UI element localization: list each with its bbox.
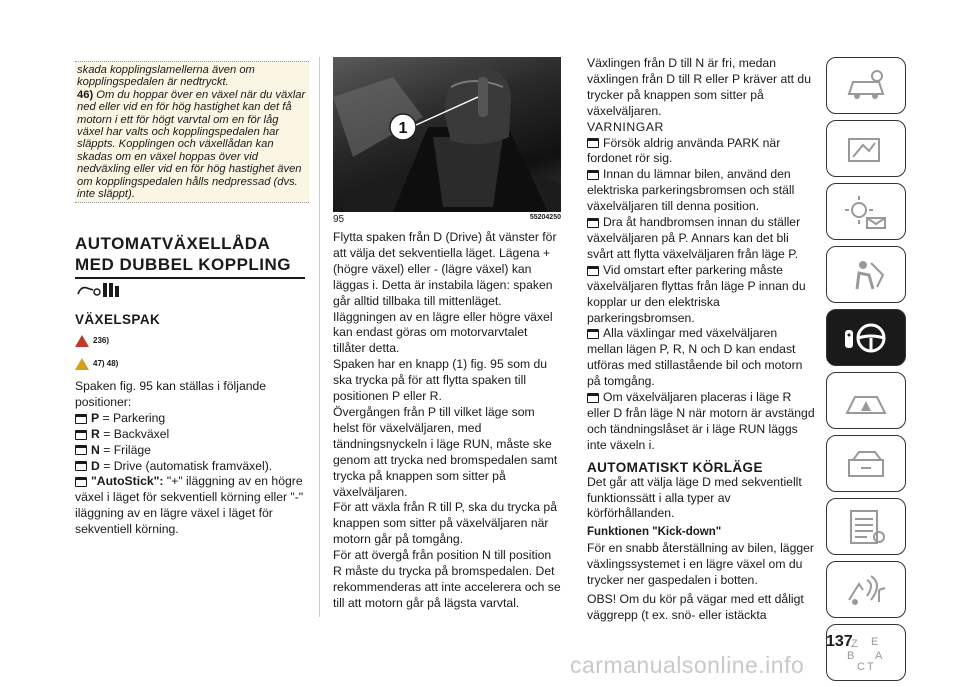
intro-text: Spaken fig. 95 kan ställas i följande positioner:	[75, 379, 267, 409]
warning-text: Om växelväljaren placeras i läge R eller D från läge N när motorn är avstängd och tändningslåset är i läge RUN läggs inte växeln i.	[587, 390, 815, 452]
note-ref: 46)	[77, 88, 94, 101]
position-key: "AutoStick":	[91, 474, 164, 489]
tab-airbag[interactable]	[826, 246, 906, 303]
position-item	[75, 427, 307, 443]
safety-icon	[841, 192, 891, 232]
obs-text: OBS! Om du kör på vägar med ett dåligt väggrepp (t ex. snö- eller istäckta	[587, 592, 804, 622]
position-text: = Friläge	[99, 442, 151, 457]
bullet-icon	[75, 414, 87, 424]
warning-text: Alla växlingar med växelväljaren mellan lägen P, R, N och D kan endast utföras med stillastående bil och motorn på tomgång.	[587, 326, 803, 389]
bullet-icon	[587, 170, 599, 180]
bullet-icon	[75, 477, 87, 487]
warning-text: Innan du lämnar bilen, använd den elektriska parkeringsbromsen och ställ växelväljaren till denna position.	[587, 167, 795, 214]
bullet-icon	[587, 138, 599, 148]
figure-number: 95	[333, 214, 345, 225]
gear-lever-illustration	[333, 57, 561, 212]
gear-lever-photo	[333, 57, 561, 212]
col2-paragraph: För att växla från R till P, ska du trycka på knappen som sitter på växelväljaren när motorn går på tomgång.	[333, 500, 557, 547]
warning-item	[587, 326, 815, 390]
bullet-icon	[587, 218, 599, 228]
position-item	[75, 411, 307, 427]
warning-ref-row-2	[75, 355, 307, 373]
callout-label: 1	[398, 120, 408, 137]
column-1	[75, 280, 307, 538]
position-key: R	[91, 426, 100, 441]
car-dashboard-icon	[841, 66, 891, 106]
note-line1: skada kopplingslamellerna även om kopplingspedalen är nedtryckt.	[77, 64, 255, 89]
tab-multimedia[interactable]	[826, 561, 906, 618]
svg-text:A: A	[875, 649, 883, 662]
main-heading: AUTOMATVÄXELLÅDA MED DUBBEL KOPPLING	[75, 233, 305, 279]
tab-dashboard[interactable]	[826, 57, 906, 114]
col2-paragraph: Övergången från P till vilket läge som helst för växelväljaren, med tändningsnyckeln i läge RUN, måste ske genom att trycka ned bromspedalen samt trycka på knappen som sitter på växelväljaren.	[333, 404, 558, 499]
bullet-icon	[75, 430, 87, 440]
caution-triangle-icon	[75, 358, 89, 370]
warning-item	[587, 390, 815, 454]
watermark: carmanualsonline.info	[570, 652, 805, 678]
page-number: 137	[826, 633, 853, 650]
tab-warning-lights[interactable]	[826, 120, 906, 177]
tab-emergency[interactable]	[826, 372, 906, 429]
col2-paragraph: För att övergå från position N till position R måste du trycka på bromspedalen. Det rekommenderas att inte accelerera och se till att motorn går på lägsta varvtal.	[333, 548, 561, 610]
svg-text:T: T	[867, 660, 874, 673]
gearbox-symbol-icon	[75, 280, 121, 300]
warning-item	[587, 167, 815, 215]
position-text: = Parkering	[99, 410, 166, 425]
warning-item	[587, 263, 815, 327]
maintenance-icon	[841, 444, 891, 484]
bullet-icon	[587, 329, 599, 339]
bullet-icon	[587, 393, 599, 403]
tab-safety[interactable]	[826, 183, 906, 240]
column-3	[587, 56, 815, 624]
warning-text: Försök aldrig använda PARK när fordonet rör sig.	[587, 135, 781, 166]
kickdown-text: För en snabb återställning av bilen, lägger växlingssystemet i en lägre växel om du trycker ner gaspedalen i botten.	[587, 541, 814, 588]
figure-caption	[333, 214, 561, 225]
col2-paragraph: Flytta spaken från D (Drive) åt vänster för att välja det sekventiella läget. Lägena + (högre växel) eller - (lägre växel) kan läggas i. Detta är instabila lägen: spaken går alltid tillbaka till mittenläget.	[333, 230, 557, 308]
auto-text: Det går att välja läge D med sekventiellt funktionssätt i alla typer av körförhållanden.	[587, 474, 802, 521]
col2-paragraph: Iläggningen av en lägre eller högre växel kan endast göras om motorvarvtalet tillåter detta.	[333, 309, 553, 356]
note-box	[75, 61, 309, 203]
chapter-tabs	[826, 57, 906, 687]
position-key: N	[91, 442, 100, 457]
steering-wheel-key-icon	[841, 318, 891, 358]
note-text: Om du hoppar över en växel när du växlar ned eller vid en för hög hastighet kan det få motorn i ett för högt varvtal om en för låg växel har valts och kopplingspedalen har släppts. Kopplingen och växellådan kan skadas om en växel hoppas över vid nedväxling eller vid en för hög hastighet även om kopplingspedalen hålls nedpressad (dvs. inte släppt).	[77, 88, 306, 201]
col2-paragraph: Spaken har en knapp (1) fig. 95 som du ska trycka på för att flytta spaken till positionen P eller R.	[333, 357, 548, 404]
position-item	[75, 443, 307, 459]
technical-data-icon	[841, 507, 891, 547]
position-key: P	[91, 410, 100, 425]
position-item	[75, 459, 307, 475]
figure-code: 55204250	[529, 214, 561, 221]
warning-ref-2: 47) 48)	[93, 359, 119, 369]
tab-maintenance[interactable]	[826, 435, 906, 492]
warning-ref-row-1	[75, 332, 307, 350]
tab-starting-driving[interactable]	[826, 309, 906, 366]
svg-text:C: C	[857, 660, 865, 673]
position-key: D	[91, 458, 100, 473]
bullet-icon	[587, 266, 599, 276]
note-line2	[77, 89, 307, 201]
position-item	[75, 474, 307, 538]
warning-text: Vid omstart efter parkering måste växelväljaren flyttas från läge P innan du kopplar ur den elektriska parkeringsbromsen.	[587, 262, 806, 325]
subheading-vaxelspak: VÄXELSPAK	[75, 312, 161, 327]
col3-intro: Växlingen från D till N är fri, medan växlingen från D till R eller P kräver att du trycker på knappen som sitter på växelväljaren.	[587, 56, 811, 118]
kickdown-heading: Funktionen "Kick-down"	[587, 526, 722, 539]
position-text: = Drive (automatisk framväxel).	[99, 458, 273, 473]
warning-item	[587, 136, 815, 168]
column-divider	[319, 57, 320, 617]
warning-ref-1: 236)	[93, 336, 110, 346]
warnings-title: VARNINGAR	[587, 119, 664, 134]
airbag-icon	[841, 255, 891, 295]
danger-triangle-icon	[75, 335, 89, 347]
svg-text:Z: Z	[851, 637, 858, 650]
subheading-automatiskt: AUTOMATISKT KÖRLÄGE	[587, 459, 763, 475]
position-text: "+" iläggning av en högre växel i läget för sekventiell körning eller "-" iläggning av en lägre växel i läget för sekventiell körning.	[75, 474, 304, 537]
position-text: = Backväxel	[99, 426, 170, 441]
warning-text: Dra åt handbromsen innan du ställer växelväljaren på P. Annars kan det bli svårt att flytta växelväljaren från läge P.	[587, 215, 801, 261]
emergency-icon	[841, 381, 891, 421]
bullet-icon	[75, 445, 87, 455]
svg-text:E: E	[871, 635, 879, 648]
tab-technical-data[interactable]	[826, 498, 906, 555]
warning-lights-icon	[841, 129, 891, 169]
column-2	[333, 230, 561, 612]
bullet-icon	[75, 461, 87, 471]
svg-text:B: B	[847, 649, 855, 662]
multimedia-icon	[841, 570, 891, 610]
warning-item	[587, 215, 815, 263]
